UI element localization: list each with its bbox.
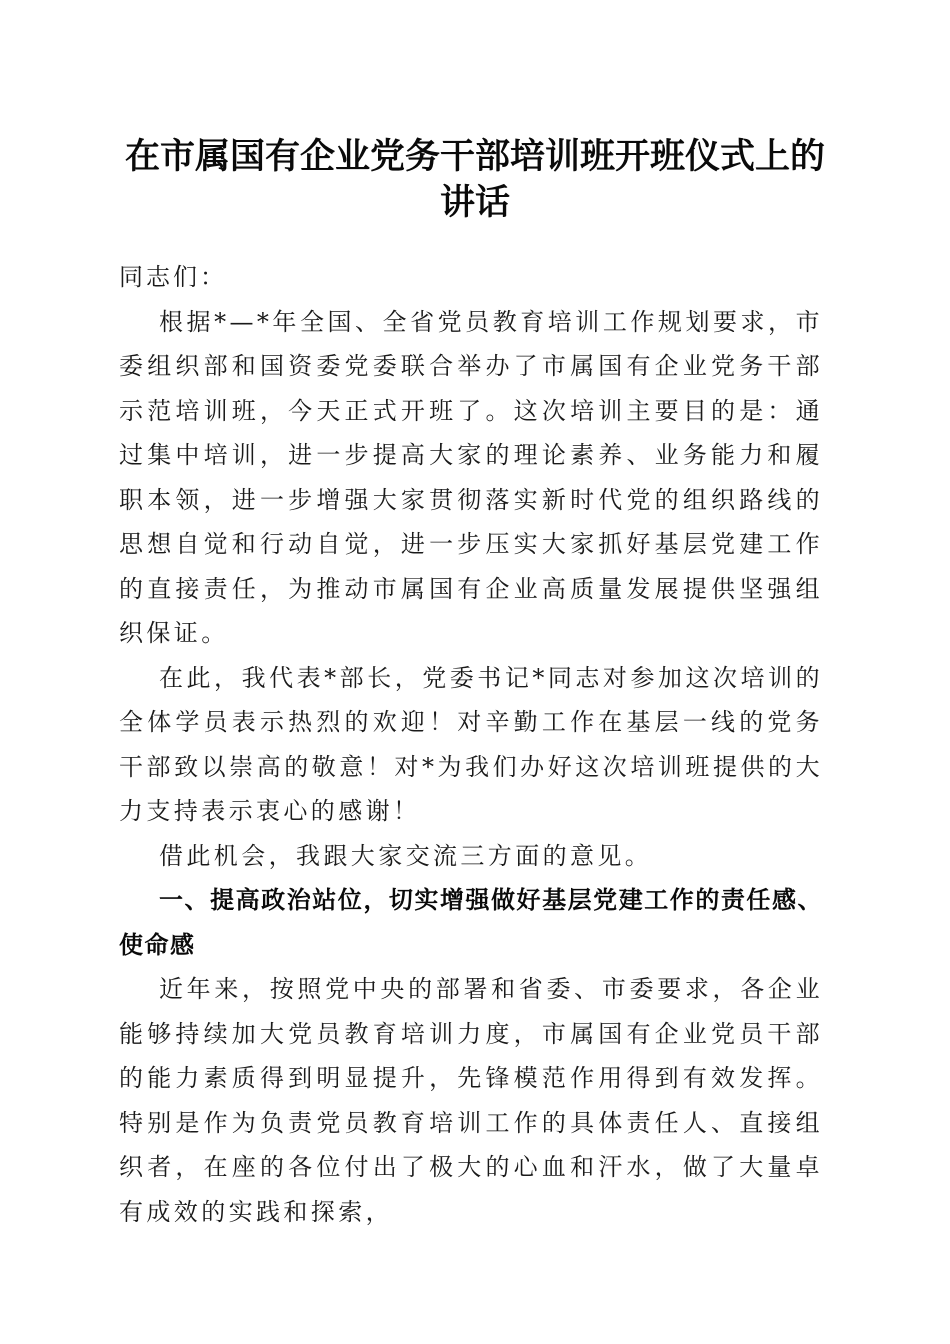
- section-paragraph: 近年来，按照党中央的部署和省委、市委要求，各企业能够持续加大党员教育培训力度，市属国有企业党员干部的能力素质得到明显提升，先锋模范作用得到有效发挥。特别是作为负责党员教育培训工作的具体责任人、直接组织者，在座的各位付出了极大的心血和汗水，做了大量卓有成效的实践和探索，: [119, 975, 823, 1226]
- paragraph-1: 根据*—*年全国、全省党员教育培训工作规划要求，市委组织部和国资委党委联合举办了市属国有企业党务干部示范培训班，今天正式开班了。这次培训主要目的是：通过集中培训，进一步提高大家的理论素养、业务能力和履职本领，进一步增强大家贯彻落实新时代党的组织路线的思想自觉和行动自觉，进一步压实大家抓好基层党建工作的直接责任，为推动市属国有企业高质量发展提供坚强组织保证。: [119, 307, 823, 647]
- salutation: 同志们：: [119, 263, 227, 291]
- paragraph-3: 借此机会，我跟大家交流三方面的意见。: [159, 841, 653, 870]
- section-heading: 一、提高政治站位，切实增强做好基层党建工作的责任感、使命感: [119, 886, 823, 959]
- document-title: [100, 134, 850, 226]
- paragraph-2: 在此，我代表*部长，党委书记*同志对参加这次培训的全体学员表示热烈的欢迎！对辛勤工作在基层一线的党务干部致以崇高的敬意！对*为我们办好这次培训班提供的大力支持表示衷心的感谢！: [119, 663, 823, 825]
- title-line-1: 在市属国有企业党务干部培训班开班仪式上的: [124, 136, 825, 177]
- document-body: [119, 255, 823, 1234]
- title-line-2: 讲话: [439, 182, 510, 223]
